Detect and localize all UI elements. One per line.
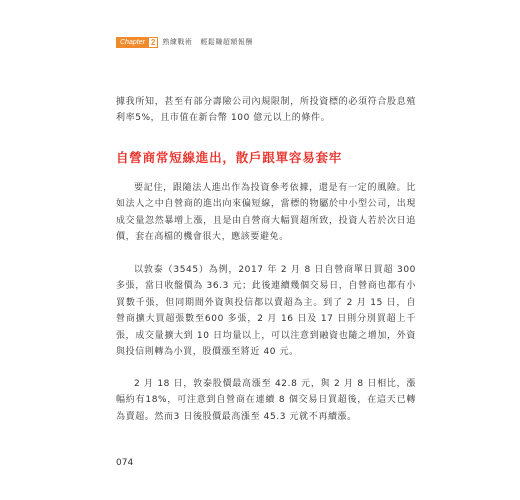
body-paragraph-2: 以敦泰（3545）為例，2017 年 2 月 8 日自營商單日買超 300 多張，當日收盤價為 36.3 元；此後連續幾個交易日，自營商也都有小買數千張，但同期間外資與投信都以賣超為主。到了 2 月 15 日，自營商擴大買超張數至600 多張，2 月 16 日及 17 日則分別買超上千張，成交量擴大到 10 日均量以上，可以注意到融資也隨之增加，外資與投信則轉為小買，股價漲至將近 40 元。 [116,265,416,358]
section-heading: 自營商常短線進出，散戶跟單容易套牢 [116,150,343,165]
intro-paragraph: 據我所知，甚至有部分壽險公司內規限制，所投資標的必須符合股息殖利率5%，且市值在新台幣 100 億元以上的條件。 [116,97,416,124]
chapter-label: Chapter [120,38,145,46]
chapter-title: 熟練戰術 [162,38,193,46]
chapter-badge [116,37,158,48]
chapter-number: 2 [148,37,158,48]
body-paragraph-1: 要記住，跟隨法人進出作為投資參考依據，還是有一定的風險。比如法人之中自營商的進出向來偏短線，當標的物屬於中小型公司，出現成交量忽然暴增上漲，且是由自營商大幅買超所致，投資人若於次日追價，套在高檔的機會很大，應該要避免。 [116,183,416,243]
page-number: 074 [116,458,134,468]
running-header [116,36,253,48]
section-title: 輕鬆賺超額報酬 [200,38,253,46]
body-paragraph-3: 2 月 18 日，敦泰股價最高漲至 42.8 元，與 2 月 8 日相比，漲幅約有18%，可注意到自營商在連續 8 個交易日買超後，在這天已轉為賣超。然而3 日後股價最高漲至 45.3 元就不再續漲。 [116,379,416,422]
